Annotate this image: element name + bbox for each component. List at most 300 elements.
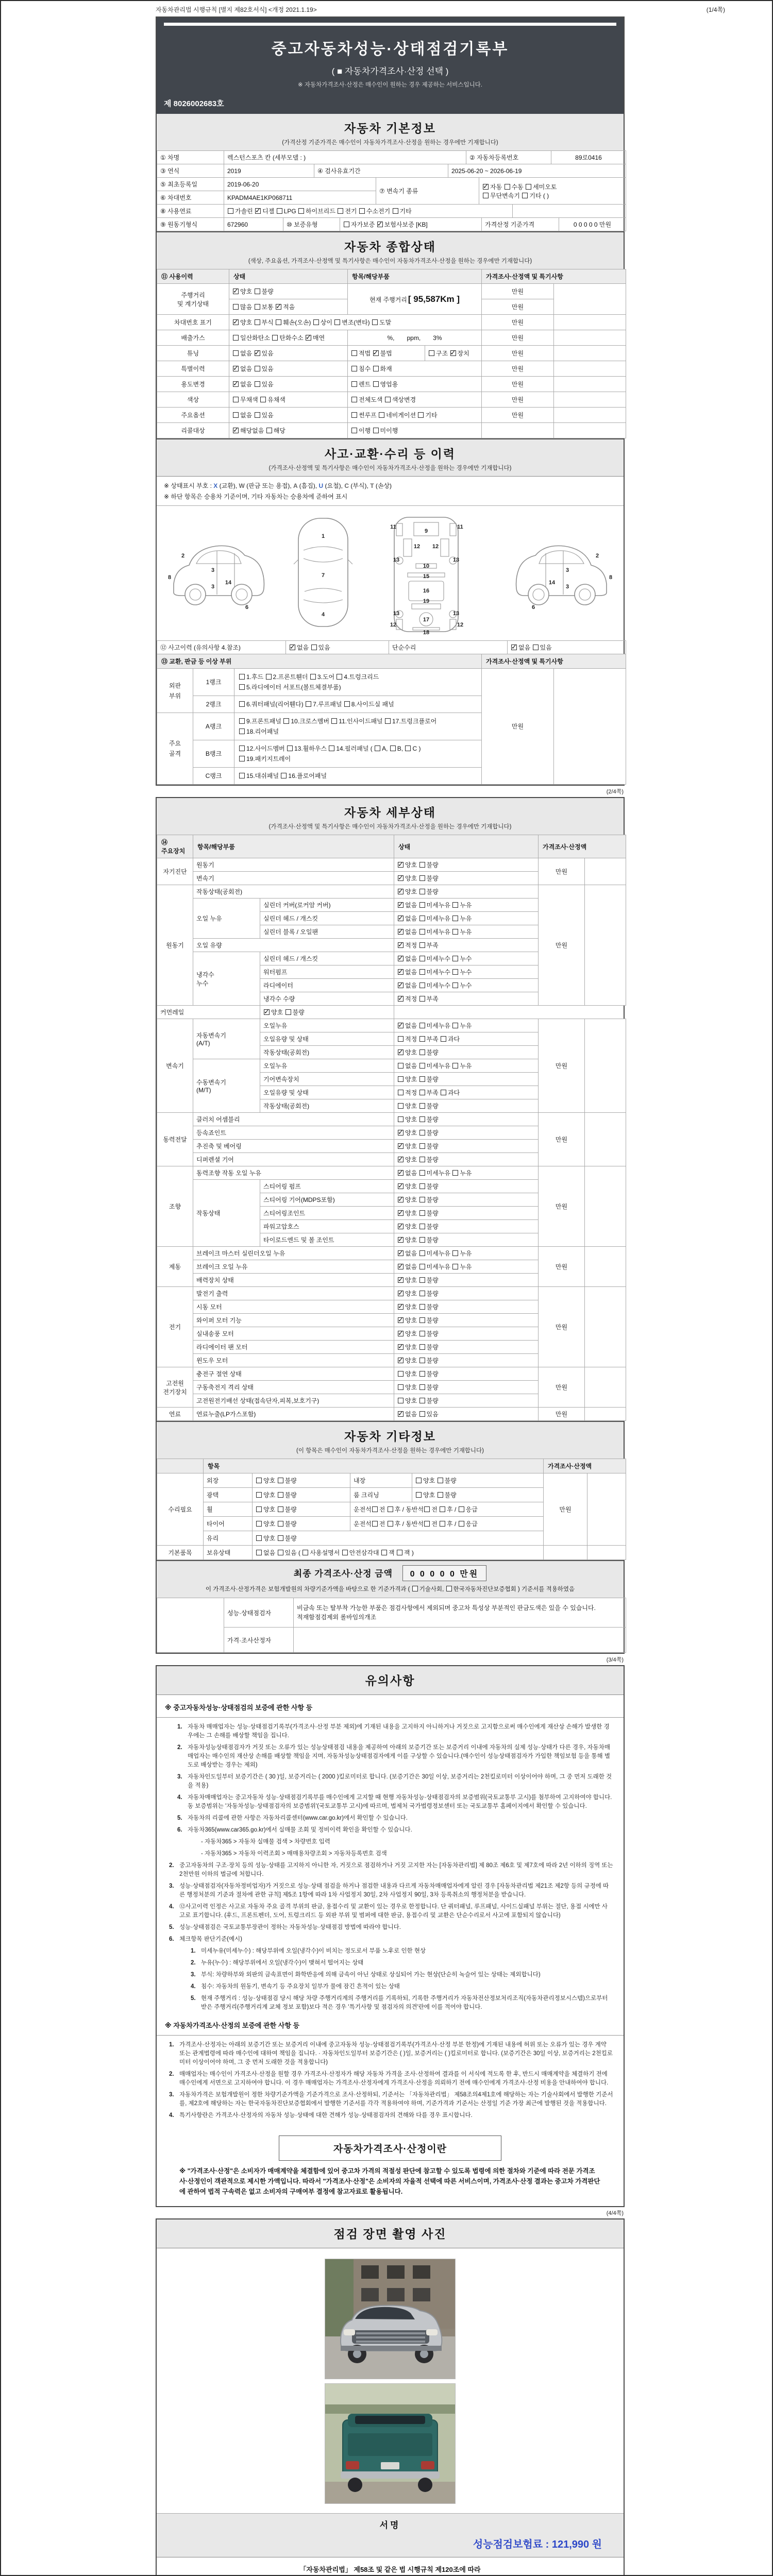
basic-info-row5 xyxy=(157,204,626,218)
accident-subtitle: (가격조사·산정액 및 특기사항은 매수인이 자동차가격조사·산정을 원하는 경우에만 기재합니다) xyxy=(268,465,512,471)
checkbox-unchecked xyxy=(522,193,528,198)
section-photos-signature xyxy=(156,2218,625,2576)
cell: 주요 골격 xyxy=(157,713,193,785)
checkbox-checked xyxy=(276,304,281,310)
table-row xyxy=(157,361,626,377)
definition-box-text: ※ "가격조사·산정"은 소비자가 매매계약을 체결함에 있어 중고차 가격의 적절성 판단에 참고할 수 있도록 법령에 의한 절차와 기준에 따라 전문 가격조사·산정인이 객관적으로 제시한 가액입니다. 따라서 "가격조사·산정"은 소비자의 자율적 선택에 따른 서비스이며, 가격조사·산정 결과는 중고차 가격판단에 관하여 법적 구속력은 없고 소비자의 구매여부 결정에 참고자료로 활용됩니다. xyxy=(179,2167,600,2195)
cell xyxy=(554,423,626,438)
checkbox-checked xyxy=(398,1344,404,1350)
cell: 발전기 출력 xyxy=(193,1287,394,1300)
notice-item: 4. 특기사항란은 가격조사·산정자의 자동차 성능·상태에 대한 견해가 성능·상태점검자의 견해와 다를 경우 표시합니다. xyxy=(169,2112,473,2119)
cell xyxy=(585,1113,626,1166)
checkbox-unchecked xyxy=(419,1331,425,1336)
checkbox-unchecked xyxy=(351,366,357,371)
table-row xyxy=(157,315,626,330)
cell: 만원 xyxy=(482,408,554,423)
checkbox-checked xyxy=(398,1317,404,1323)
cell: 변속기 xyxy=(157,1019,193,1113)
checkbox-unchecked xyxy=(526,184,531,190)
checkbox-unchecked xyxy=(285,1009,291,1015)
panel-number-18: 18 xyxy=(423,630,430,636)
comprehensive-table xyxy=(157,269,626,438)
checkbox-checked xyxy=(450,350,456,356)
checkbox-unchecked xyxy=(419,929,425,935)
status-cell: 운전석 전 후 / 동반석 전 후 / 응급 xyxy=(350,1517,544,1531)
checkbox-unchecked xyxy=(313,319,319,325)
panel-number-15: 15 xyxy=(423,573,430,580)
cell: 리콜대상 xyxy=(157,423,229,438)
checkbox-unchecked xyxy=(390,745,396,751)
table-row xyxy=(157,1247,626,1260)
engine-type-label: ⑨ 원동기형식 xyxy=(157,218,224,231)
detail-band xyxy=(157,798,624,835)
final-price-note: 이 가격조사·산정가격은 보험개발원의 차량기준가액을 바탕으로 한 기준가격과 ( 기술사회, 한국자동차진단보증협회 ) 기준서를 적용하였음 xyxy=(205,1586,575,1592)
cell: 커먼레일 xyxy=(157,1006,260,1019)
comprehensive-title: 자동차 종합상태 xyxy=(344,240,436,253)
etc-subtitle: (이 항목은 매수인이 자동차가격조사·산정을 원하는 경우에만 기재합니다) xyxy=(296,1448,484,1454)
cell: 고전원 전기장치 xyxy=(157,1367,193,1408)
status-cell: 전체도색 색상변경 xyxy=(348,392,482,408)
status-cell: ✓양호 불량 xyxy=(229,284,348,299)
meta-line xyxy=(156,5,725,14)
cell: 주요옵션 xyxy=(157,408,229,423)
status-cell: 양호 불량 xyxy=(394,1099,539,1113)
panel-number-4: 4 xyxy=(321,612,325,618)
panel-number-9: 9 xyxy=(424,528,428,534)
status-cell: 양호 불량 xyxy=(253,1531,544,1546)
etc-price-header: 가격조사·산정액 xyxy=(544,1459,626,1473)
status-cell: ✓ 없음 있음 xyxy=(229,361,348,377)
exchange-panel-table xyxy=(157,654,626,785)
document-header xyxy=(157,18,624,114)
basic-info-band xyxy=(157,114,624,151)
status-cell: 12.사이드멤버 13.휠하우스 14.필러패널 ( A, B, C ) 19.패키지트레이 xyxy=(234,740,482,768)
checkbox-unchecked xyxy=(303,1550,308,1555)
panel-number-12: 12 xyxy=(390,622,397,628)
checkbox-checked xyxy=(398,969,404,975)
cell: 구동축전지 격리 상태 xyxy=(193,1381,394,1394)
checkbox-unchecked xyxy=(393,208,398,214)
status-cell: ✓ 해당없음 해당 xyxy=(229,423,348,438)
checkbox-unchecked xyxy=(446,1586,452,1591)
cell: 원동기 xyxy=(193,858,394,872)
confirmation-statement xyxy=(157,2557,624,2576)
odometer-value: 현재 주행거리 [ 95,587Km ] xyxy=(348,284,482,315)
cell xyxy=(554,408,626,423)
checkbox-checked xyxy=(398,1023,404,1028)
status-cell: 없음 있음 xyxy=(229,408,348,423)
etc-blank-header xyxy=(157,1459,204,1473)
etc-band xyxy=(157,1421,624,1459)
page-marker-1: (1/4쪽) xyxy=(706,6,725,13)
cell xyxy=(544,1546,587,1560)
damage-code-W: W xyxy=(239,482,247,489)
appraiser-label: 가격·조사산정자 xyxy=(224,1628,294,1653)
cell: 타이어 xyxy=(204,1517,253,1531)
panel-number-14: 14 xyxy=(548,580,556,586)
notice-section-header: ※ 중고자동차성능·상태점검의 보증에 관한 사항 등 xyxy=(157,1697,624,1718)
checkbox-unchecked xyxy=(418,412,424,418)
checkbox-checked xyxy=(398,1130,404,1136)
signature-title: 서명 xyxy=(379,2520,401,2530)
cell: 오일누유 xyxy=(260,1059,394,1073)
checkbox-unchecked xyxy=(398,1090,404,1095)
cell: 만원 xyxy=(544,1473,587,1546)
checkbox-unchecked xyxy=(419,1049,425,1055)
cell: 만원 xyxy=(482,284,554,299)
checkbox-unchecked xyxy=(329,745,334,751)
checkbox-unchecked xyxy=(278,1521,283,1527)
notice-item: 6. 자동차365(www.car365.go.kr)에서 실매물 조회 및 정비이력 확인을 확인할 수 있습니다. xyxy=(177,1827,412,1833)
checkbox-unchecked xyxy=(256,1492,262,1498)
checkbox-unchecked xyxy=(372,1506,378,1512)
checkbox-unchecked xyxy=(256,1506,262,1512)
checkbox-unchecked xyxy=(438,1492,443,1498)
checkbox-checked xyxy=(398,875,404,881)
status-cell: 일산화탄소 탄화수소 ✓매연 xyxy=(229,330,348,346)
inspector-remarks: 비금속 또는 탈부착 가능한 부품은 점검사항에서 제외되며 중고차 특성상 부분적인 판금도색은 있을 수 있습니다. 적재함점검제외 롤바임의개조 xyxy=(294,1598,626,1628)
checkbox-unchecked xyxy=(337,674,342,680)
cell: 만원 xyxy=(539,1247,585,1287)
checkbox-unchecked xyxy=(419,1183,425,1189)
checkbox-unchecked xyxy=(419,902,425,908)
accident-band xyxy=(157,438,624,477)
checkbox-unchecked xyxy=(419,1291,425,1296)
status-cell: 운전석 전 후 / 동반석 전 후 / 응급 xyxy=(350,1502,544,1517)
checkbox-unchecked xyxy=(440,1521,445,1527)
engine-type-value: 672960 xyxy=(224,218,283,231)
cell: 원동기 xyxy=(157,885,193,1006)
document-subtitle: ( ■ 자동차가격조사·산정 선택 ) xyxy=(331,66,449,76)
checkbox-unchecked xyxy=(419,1090,425,1095)
status-cell: ✓ 없음 미세누유 누유 xyxy=(394,912,539,925)
status-cell: ✓ 없음 있음 xyxy=(394,1408,539,1421)
first-reg-value: 2019-06-20 xyxy=(224,178,376,191)
panel-number-6: 6 xyxy=(245,604,249,611)
basic-info-row3 xyxy=(157,177,626,205)
checkbox-unchecked xyxy=(419,996,425,1002)
checkbox-unchecked xyxy=(452,1250,458,1256)
checkbox-unchecked xyxy=(255,304,260,310)
basic-info-row6 xyxy=(157,217,626,231)
document-note: ※ 자동차가격조사·산정은 매수인이 원하는 경우 제공하는 서비스입니다. xyxy=(298,82,482,88)
checkbox-unchecked xyxy=(331,718,337,724)
status-cell: 없음 미세누유 누유 xyxy=(394,1059,539,1073)
table-row xyxy=(157,330,626,346)
status-cell: ✓ 양호 불량 xyxy=(394,1193,539,1207)
checkbox-unchecked xyxy=(375,745,380,751)
inspection-period-label: ④ 검사유효기간 xyxy=(314,164,448,178)
status-cell: ✓ 양호 불량 xyxy=(394,1046,539,1059)
transmission-value: ✓자동 수동 세미오토 무단변속기 기타 ( ) xyxy=(479,178,626,205)
col-major-device: ⑭ 주요장치 xyxy=(157,835,193,858)
checkbox-unchecked xyxy=(419,1264,425,1269)
table-row xyxy=(157,1367,626,1381)
cell: 추진축 및 베어링 xyxy=(193,1140,394,1153)
checkbox-unchecked xyxy=(239,674,245,680)
checkbox-checked xyxy=(398,1264,404,1269)
status-cell: 양호 불량 xyxy=(394,1113,539,1126)
cell: 조향 xyxy=(157,1166,193,1247)
damage-code-desc: (교환), xyxy=(219,482,239,489)
panel-number-3: 3 xyxy=(565,584,569,590)
checkbox-unchecked xyxy=(416,1492,422,1498)
checkbox-unchecked xyxy=(412,1586,418,1591)
checkbox-checked xyxy=(398,929,404,935)
cell: 룸 크리닝 xyxy=(350,1488,412,1502)
checkbox-unchecked xyxy=(372,1521,378,1527)
panel-number-3: 3 xyxy=(565,567,569,573)
checkbox-unchecked xyxy=(419,1398,425,1403)
cell: 냉각수 수량 xyxy=(260,992,394,1006)
checkbox-unchecked xyxy=(233,304,239,310)
notice-item: 5. 현재 주행거리 : 성능·상태점검 당시 해당 차량 주행거리계의 주행거리를 기록하되, 기록한 주행거리가 자동차전산정보처리조직(자동차관리정보시스템)으로부터 받은 주행거리(주행거리계 교체 정보 포함)보다 적은 경우 '특기사항 및 점검자의 의견'란에 이를 적어야 합니다. xyxy=(191,1995,608,2010)
checkbox-unchecked xyxy=(459,1521,464,1527)
cell: B랭크 xyxy=(193,740,234,768)
checkbox-unchecked xyxy=(388,1521,393,1527)
checkbox-unchecked xyxy=(255,381,260,387)
cell: 동력전달 xyxy=(157,1113,193,1166)
cell xyxy=(554,330,626,346)
checkbox-unchecked xyxy=(372,319,378,325)
status-cell: 없음 있음 ( 사용설명서 안전삼각대 잭 잭 ) xyxy=(253,1546,544,1560)
cell: 만원 xyxy=(482,315,554,330)
cell: 스티어링 기어(MDPS포함) xyxy=(260,1193,394,1207)
cell: 색상 xyxy=(157,392,229,408)
cell xyxy=(585,1287,626,1367)
checkbox-unchecked xyxy=(239,684,245,690)
table-row xyxy=(157,885,626,899)
accident-history-row xyxy=(157,640,626,654)
checkbox-unchecked xyxy=(452,1023,458,1028)
checkbox-unchecked xyxy=(419,956,425,961)
cell: 수리필요 xyxy=(157,1473,204,1546)
checkbox-unchecked xyxy=(278,1535,283,1541)
checkbox-unchecked xyxy=(405,745,411,751)
cell: 기본품목 xyxy=(157,1546,204,1560)
notice-item: 3. 자동차인도일부터 보증기간은 ( 30 )일, 보증거리는 ( 2000 )킬로미터로 합니다. (보증기간은 30일 이상, 보증거리는 2천킬로미터 이상이어야 하며, 그 중 먼저 도래한 것을 적용) xyxy=(177,1774,612,1789)
checkbox-unchecked xyxy=(398,1398,404,1403)
reg-no-value: 89로0416 xyxy=(551,151,626,164)
checkbox-checked xyxy=(290,645,295,650)
checkbox-unchecked xyxy=(416,1478,422,1483)
damage-code-desc: (판금 또는 용접), xyxy=(246,482,294,489)
status-cell: ✓ 양호 불량 xyxy=(394,1314,539,1327)
remarks-label xyxy=(157,1598,224,1653)
checkbox-checked xyxy=(398,942,404,948)
status-cell: ✓ 양호 불량 xyxy=(394,1153,539,1166)
cell: 만원 xyxy=(482,669,554,785)
panel-number-13: 13 xyxy=(452,557,460,563)
notice-item: 4. 침수: 자동차의 원동기, 변속기 등 주요장치 일부가 물에 잠긴 흔적이 있는 상태 xyxy=(191,1984,400,1990)
cell: 스티어링조인트 xyxy=(260,1207,394,1220)
cell: 보유상태 xyxy=(204,1546,253,1560)
cell: 작동상태(공회전) xyxy=(260,1046,394,1059)
table-row xyxy=(157,1287,626,1300)
checkbox-unchecked xyxy=(379,412,384,418)
transmission-label: ⑦ 변속기 종류 xyxy=(376,178,479,205)
cell xyxy=(587,1546,626,1560)
checkbox-unchecked xyxy=(278,1550,283,1555)
checkbox-unchecked xyxy=(255,289,260,294)
section-page2 xyxy=(156,797,625,1654)
table-row xyxy=(157,858,626,872)
basic-info-row2 xyxy=(157,164,626,178)
status-cell: ✓ 양호 불량 xyxy=(394,872,539,885)
checkbox-unchecked xyxy=(419,1304,425,1310)
checkbox-unchecked xyxy=(419,862,425,868)
status-cell: 무채색 유채색 xyxy=(229,392,348,408)
status-cell: ✓ 양호 불량 xyxy=(394,1341,539,1354)
checkbox-unchecked xyxy=(351,412,357,418)
cell: 동력조향 작동 오일 누유 xyxy=(193,1166,394,1180)
confirmation-line-1: 「자동차관리법」 제58조 및 같은 법 시행규칙 제120조에 따라 xyxy=(299,2566,481,2573)
document-number: 제 8026002683호 xyxy=(164,99,224,108)
reg-no-label: ② 자동차등록번호 xyxy=(466,151,551,164)
cell: 실린더 블록 / 오일팬 xyxy=(260,925,394,939)
checkbox-unchecked xyxy=(419,889,425,894)
notices-band xyxy=(157,1666,624,1695)
checkbox-unchecked xyxy=(441,1036,446,1042)
cell xyxy=(585,1247,626,1287)
status-cell: ✓ 없음 있음 xyxy=(229,377,348,392)
col-detail-part: 항목/해당부품 xyxy=(193,835,394,858)
cell: 만원 xyxy=(482,377,554,392)
cell: 라디에이터 팬 모터 xyxy=(193,1341,394,1354)
notice-section-header: ※ 자동차가격조사·산정의 보증에 관한 사항 등 xyxy=(157,2015,624,2036)
checkbox-unchecked xyxy=(452,916,458,921)
cell xyxy=(554,392,626,408)
table-row xyxy=(157,1006,626,1019)
status-cell: ✓ 없음 미세누유 누유 xyxy=(394,1260,539,1274)
checkbox-unchecked xyxy=(233,412,239,418)
col-part: 항목/해당부품 xyxy=(348,269,482,284)
cell xyxy=(554,361,626,377)
checkbox-unchecked xyxy=(373,381,379,387)
checkbox-unchecked xyxy=(419,982,425,988)
form-reference: 자동차관리법 시행규칙 [별지 제82호서식] <개정 2021.1.19> xyxy=(156,6,317,13)
checkbox-unchecked xyxy=(419,1170,425,1176)
checkbox-checked xyxy=(398,1358,404,1363)
checkbox-checked xyxy=(398,1237,404,1243)
page-marker-2: (2/4쪽) xyxy=(606,789,624,795)
cell: 만원 xyxy=(539,1287,585,1367)
checkbox-unchecked xyxy=(278,1506,283,1512)
panel-number-3: 3 xyxy=(211,567,215,573)
car-name-label: ① 차명 xyxy=(157,151,224,164)
checkbox-checked xyxy=(233,366,239,371)
cell: 만원 xyxy=(539,1408,585,1421)
signature-band xyxy=(157,2514,624,2557)
fuel-value: 가솔린 ✓디젤 LPG 하이브리드 전기 수소전기 기타 xyxy=(224,205,513,218)
status-cell: ✓ 적정 부족 xyxy=(394,992,539,1006)
cell: 만원 xyxy=(482,361,554,377)
notice-item: 3. 자동차가격은 보험개발원이 정한 차량기준가액을 기준가격으로 조사·산정하되, 기준서는 「자동차관리법」 제58조의4제1호에 해당하는 자는 기술사회에서 발행한 기준서를, 제2호에 해당하는 자는 한국자동차진단보증협회에서 발행한 기준서를 각각 적용하여야 하며, 기준가격과 기준서는 산정일 기준 가장 최근에 발행된 것을 적용합니다. xyxy=(169,2092,613,2107)
cell: 용도변경 xyxy=(157,377,229,392)
panel-number-16: 16 xyxy=(423,588,430,594)
etc-table xyxy=(157,1459,626,1560)
checkbox-unchecked xyxy=(278,1478,283,1483)
notice-item: 4. 자동차매매업자는 중고자동차 성능·상태점검기록부를 매수인에게 고지할 때 현행 자동차성능·상태점검자의 보증범위(국토교통부 고시)를 첨부하여 고지하여야 합니다. 동 보증범위는 '자동차성능·상태점검자의 보증범위'(국토교통부 고시)에 따르며, 법제처 국가법령정보센터 또는 국토교통부 홈페이지에서 확인할 수 있습니다. xyxy=(177,1794,612,1809)
cell: 자동변속기 (A/T) xyxy=(193,1019,260,1059)
detail-table xyxy=(157,835,626,1421)
appraiser-remarks xyxy=(294,1628,626,1653)
final-price-label: 최종 가격조사·산정 금액 xyxy=(293,1569,393,1579)
cell: 만원 xyxy=(482,299,554,315)
accident-title: 사고·교환·수리 등 이력 xyxy=(324,447,456,461)
checkbox-unchecked xyxy=(505,184,510,190)
checkbox-checked xyxy=(398,1250,404,1256)
status-cell: ✓ 양호 불량 xyxy=(394,1180,539,1193)
cell: 작동상태 xyxy=(193,1180,260,1247)
cell: A랭크 xyxy=(193,713,234,740)
damage-code-C: C xyxy=(344,482,351,489)
checkbox-unchecked xyxy=(424,1521,430,1527)
checkbox-checked xyxy=(398,1197,404,1202)
photos-band xyxy=(157,2219,624,2248)
car-name-value: 렉스턴스포츠 칸 (세부모델 : ) xyxy=(224,151,466,164)
status-cell: 1.후드 2.프론트휀더 3.도어 4.트렁크리드 5.라디에이터 서포트(볼트체결부품) xyxy=(234,669,482,696)
final-price-value: 0 0 0 0 0 만원 xyxy=(402,1565,487,1581)
notice-item: 2. 자동차성능상태점검자가 거짓 또는 오류가 있는 성능상태점검 내용을 제공하여 아래의 보증기간 또는 보증거리 이내에 자동차의 실제 성능·상태가 다른 경우, 자동차매매업자는 매수인의 재산상 손해를 배상할 책임을 지며, 자동차성능상태점검자에게 이를 구상할 수 있습니다.(매수인이 성능상태점검자가 가입한 책임보험 등을 통해 별도로 배상받는 경우는 제외) xyxy=(177,1744,610,1768)
checkbox-checked xyxy=(398,982,404,988)
checkbox-unchecked xyxy=(351,428,357,433)
cell xyxy=(554,377,626,392)
checkbox-checked xyxy=(377,222,383,227)
checkbox-unchecked xyxy=(398,1384,404,1390)
accident-history-label: ⑫ 사고이력 (유의사항 4.참조) xyxy=(157,641,286,654)
cell xyxy=(554,346,626,361)
cell: 만원 xyxy=(539,1166,585,1247)
definition-box-title: 자동차가격조사·산정이란 xyxy=(279,2136,501,2161)
cell: 오일 유량 xyxy=(193,939,394,952)
status-cell: ✓ 양호 불량 xyxy=(394,1274,539,1287)
vehicle-photo-front xyxy=(325,2259,456,2379)
exchange-header: ⑬ 교환, 판금 등 이상 부위 xyxy=(157,654,482,669)
checkbox-unchecked xyxy=(419,1411,425,1417)
checkbox-unchecked xyxy=(452,982,458,988)
table-row xyxy=(157,1546,626,1560)
photos-title: 점검 장면 촬영 사진 xyxy=(333,2227,447,2241)
checkbox-checked xyxy=(233,428,239,433)
checkbox-unchecked xyxy=(239,718,245,724)
cell: 외판 부위 xyxy=(157,669,193,713)
checkbox-unchecked xyxy=(419,1157,425,1162)
table-row xyxy=(157,377,626,392)
cell: 등속죠인트 xyxy=(193,1126,394,1140)
panel-number-3: 3 xyxy=(211,584,215,590)
notice-item: 2. 중고자동차의 구조·장치 등의 성능·상태를 고지하지 아니한 자, 거짓으로 점검하거나 거짓 고지한 자는 [자동차관리법] 제 80조 제6호 및 제7호에 따라 2년 이하의 징역 또는 2천만원 이하의 벌금에 처합니다. xyxy=(169,1862,613,1877)
cell: 클러치 어셈블리 xyxy=(193,1113,394,1126)
checkbox-checked xyxy=(398,902,404,908)
checkbox-unchecked xyxy=(255,366,260,371)
checkbox-unchecked xyxy=(255,412,260,418)
checkbox-checked xyxy=(511,645,517,650)
status-cell: 구조 ✓장치 xyxy=(425,346,482,361)
checkbox-unchecked xyxy=(441,1090,446,1095)
final-price-band xyxy=(157,1560,624,1598)
checkbox-checked xyxy=(255,208,261,214)
status-cell: 없음 ✓있음 xyxy=(229,346,348,361)
checkbox-checked xyxy=(233,381,239,387)
checkbox-checked xyxy=(398,1224,404,1229)
cell: 2랭크 xyxy=(193,696,234,713)
comprehensive-band xyxy=(157,231,624,269)
panel-number-12: 12 xyxy=(457,622,464,628)
photos-area xyxy=(157,2248,624,2514)
panel-number-11: 11 xyxy=(457,524,463,530)
status-cell: ✓ 없음 미세누유 누유 xyxy=(394,925,539,939)
